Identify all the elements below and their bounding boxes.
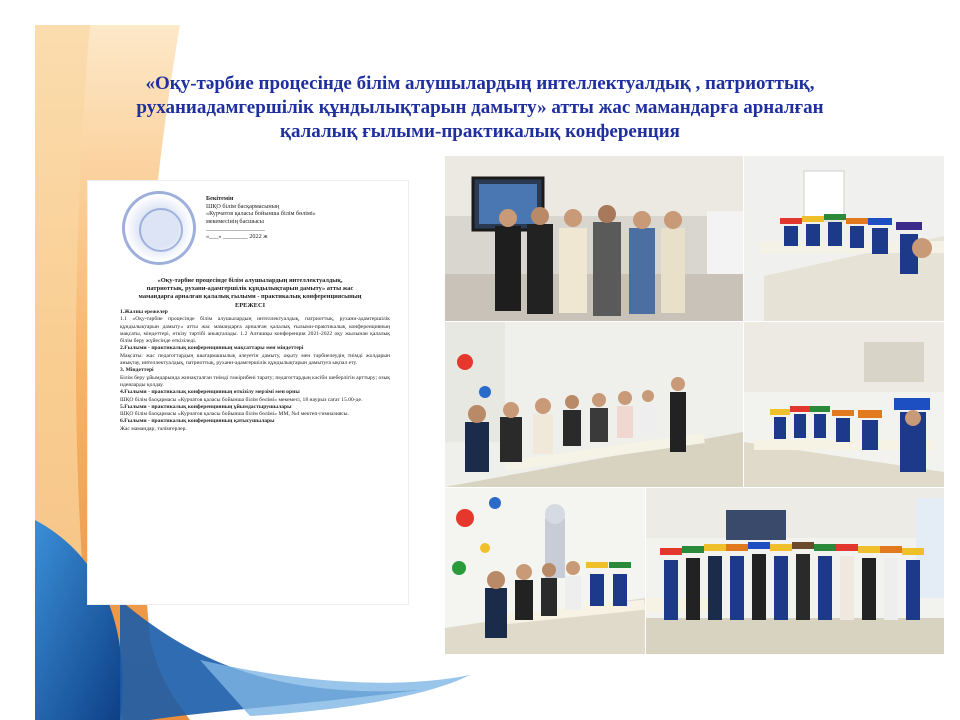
section-title: 5.Ғылыми - практикалық конференцияның ұйымдастырушылары	[120, 403, 292, 410]
title-line-2: руханиадамгершілік құндылықтарын дамыту» атты жас мамандарға арналған	[136, 97, 824, 118]
section-text: Жас мамандар, тәлімгерлер.	[120, 425, 187, 432]
approval-block	[206, 195, 316, 241]
photo-classroom-hats-2	[744, 322, 944, 487]
approve-line: ___________________	[206, 225, 265, 233]
document-heading	[110, 277, 390, 310]
approve-line: «___» ________ 2022 ж	[206, 232, 268, 240]
heading-line: ЕРЕЖЕСІ	[234, 301, 266, 309]
heading-line: патриоттық, рухани-адамгершілік құндылықтарын дамыту» атты жас	[146, 285, 354, 293]
photo-classroom-hats-1	[744, 156, 944, 321]
document-body	[120, 309, 390, 433]
section-text: 1.1 «Оқу-тәрбие процесінде білім алушылардың интеллектуалдық, патриоттық, рухани-адамгершілік құндылықтарын дамыту» атты жас мамандарға арналған қалалық ғылыми-практикалық конференцияның мақсаты, міндеттері, өткізу тәртібі анықталады. 1.2 Алғашқы конференция 2021-2022 оқу жылынан қалалық білім беру жүйесінде өткізіледі.	[120, 316, 390, 345]
section-title: 1.Жалпы ережелер	[120, 309, 168, 315]
approve-line: ШҚО білім басқармасының	[206, 202, 280, 210]
section-title: 2.Ғылыми - практикалық конференцияның мақсаттары мен міндеттері	[120, 345, 304, 352]
section-text: Мақсаты: жас педагогтардың шығармашылық әлеуетін дамыту, оқыту мен тәрбиелеудің тиімді жолдарын анықтау, интеллектуалдық, патриоттық, рухани-адамгершілік құндылықтарын дамытуға ықпал ету.	[120, 352, 390, 367]
title-line-1: «Оқу-тәрбие процесінде білім алушылардың интеллектуалдық , патриоттық,	[145, 73, 815, 94]
regulation-document	[88, 181, 408, 604]
official-seal	[122, 191, 196, 265]
heading-line: «Оқу-тәрбие процесінде білім алушылардың интеллектуалдық,	[157, 277, 343, 284]
section-text: ШҚО білім басқармасы «Курчатов қаласы бойынша білім бөлімі» мекемесі, 18 наурыз сағат 15.00-де.	[120, 396, 363, 403]
slide-title	[60, 72, 900, 144]
approve-line: мекемесінің басшысы	[206, 217, 264, 225]
section-title: 6.Ғылыми - практикалық конференцияның қатысушылары	[120, 418, 275, 425]
section-title: 4.Ғылыми - практикалық конференцияның өткізілу мерзімі мен орны	[120, 389, 300, 396]
approve-line: «Курчатов қаласы бойынша білім бөлімі»	[206, 210, 316, 218]
photo-classroom-robot	[445, 488, 645, 654]
section-text: ШҚО білім басқармасы «Курчатов қаласы бойынша білім бөлімі» ММ, №4 мектеп-гимназиясы.	[120, 411, 349, 418]
section-text: Білім беру ұйымдарында жинақталған тиімді тәжірибені тарату; педагогтардың кәсіби шеберлігін арттыру; озық идеяларды қолдау.	[120, 374, 390, 388]
photo-group-standing	[445, 156, 743, 321]
photo-conference-hall-left	[445, 322, 743, 487]
heading-line: мамандарға арналған қалалық ғылыми - практикалық конференциясының	[138, 293, 362, 301]
approve-line: Бекітемін	[206, 195, 234, 202]
section-title: 3. Міндеттері	[120, 367, 154, 374]
title-line-3: қалалық ғылыми-практикалық конференция	[280, 121, 680, 142]
photo-group-large	[646, 488, 944, 654]
